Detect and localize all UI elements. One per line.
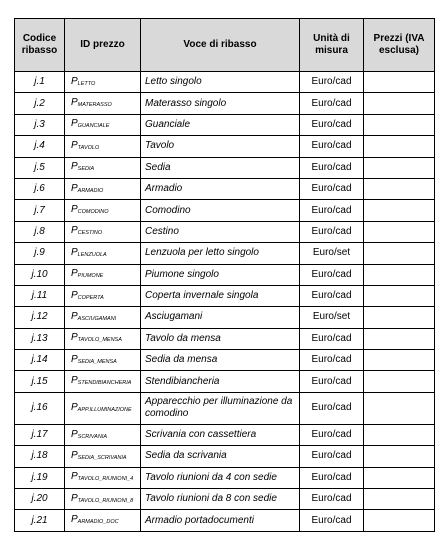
- id-subscript: ARMADIO: [77, 187, 104, 194]
- row-code: j.19: [15, 467, 65, 488]
- row-code: j.11: [15, 285, 65, 306]
- table-row: [15, 510, 435, 531]
- row-voce: Asciugamani: [141, 307, 300, 328]
- price-table: [14, 18, 435, 532]
- header-id: ID prezzo: [65, 19, 141, 72]
- row-id-prezzo: [65, 307, 141, 328]
- row-id-prezzo: [65, 510, 141, 531]
- row-voce: Tavolo riunioni da 4 con sedie: [141, 467, 300, 488]
- table-row: [15, 200, 435, 221]
- row-unita: Euro/cad: [300, 446, 364, 467]
- row-unita: Euro/cad: [300, 221, 364, 242]
- row-id-prezzo: [65, 285, 141, 306]
- row-code: j.10: [15, 264, 65, 285]
- row-voce: Lenzuola per letto singolo: [141, 243, 300, 264]
- row-prezzo[interactable]: [364, 371, 435, 392]
- id-subscript: LENZUOLA: [77, 251, 107, 258]
- header-codice: Codice ribasso: [15, 19, 65, 72]
- table-row: [15, 285, 435, 306]
- table-row: [15, 307, 435, 328]
- row-code: j.18: [15, 446, 65, 467]
- row-code: j.9: [15, 243, 65, 264]
- row-code: j.1: [15, 72, 65, 93]
- row-code: j.2: [15, 93, 65, 114]
- row-unita: Euro/cad: [300, 510, 364, 531]
- row-id-prezzo: [65, 392, 141, 424]
- row-voce: Tavolo: [141, 136, 300, 157]
- row-prezzo[interactable]: [364, 489, 435, 510]
- row-voce: Cestino: [141, 221, 300, 242]
- row-id-prezzo: [65, 467, 141, 488]
- row-voce: Piumone singolo: [141, 264, 300, 285]
- id-subscript: CESTINO: [77, 230, 103, 237]
- id-prefix: P: [71, 161, 78, 173]
- table-row: [15, 221, 435, 242]
- id-prefix: P: [71, 449, 78, 461]
- row-prezzo[interactable]: [364, 200, 435, 221]
- row-prezzo[interactable]: [364, 446, 435, 467]
- row-id-prezzo: [65, 136, 141, 157]
- row-prezzo[interactable]: [364, 285, 435, 306]
- row-id-prezzo: [65, 489, 141, 510]
- id-prefix: P: [71, 97, 78, 109]
- table-row: [15, 467, 435, 488]
- id-subscript: TAVOLO_RIUNIONI_4: [77, 476, 134, 483]
- row-prezzo[interactable]: [364, 221, 435, 242]
- row-unita: Euro/cad: [300, 328, 364, 349]
- row-prezzo[interactable]: [364, 350, 435, 371]
- row-prezzo[interactable]: [364, 114, 435, 135]
- id-prefix: P: [71, 118, 78, 130]
- row-unita: Euro/cad: [300, 114, 364, 135]
- header-unita: Unità di misura: [300, 19, 364, 72]
- header-voce: Voce di ribasso: [141, 19, 300, 72]
- row-code: j.6: [15, 178, 65, 199]
- row-id-prezzo: [65, 114, 141, 135]
- id-subscript: ASCIUGAMANI: [77, 315, 117, 322]
- header-row: [15, 19, 435, 72]
- id-prefix: P: [71, 204, 78, 216]
- id-prefix: P: [71, 401, 78, 413]
- row-code: j.16: [15, 392, 65, 424]
- id-prefix: P: [71, 246, 78, 258]
- table-row: [15, 371, 435, 392]
- row-unita: Euro/cad: [300, 285, 364, 306]
- id-subscript: LETTO: [77, 80, 96, 87]
- row-id-prezzo: [65, 371, 141, 392]
- row-voce: Tavolo riunioni da 8 con sedie: [141, 489, 300, 510]
- row-code: j.3: [15, 114, 65, 135]
- row-unita: Euro/cad: [300, 467, 364, 488]
- row-voce: Tavolo da mensa: [141, 328, 300, 349]
- row-unita: Euro/set: [300, 307, 364, 328]
- row-unita: Euro/set: [300, 243, 364, 264]
- row-prezzo[interactable]: [364, 157, 435, 178]
- row-voce: Armadio portadocumenti: [141, 510, 300, 531]
- row-prezzo[interactable]: [364, 424, 435, 445]
- row-id-prezzo: [65, 328, 141, 349]
- id-prefix: P: [71, 310, 78, 322]
- id-prefix: P: [71, 225, 78, 237]
- row-voce: Scrivania con cassettiera: [141, 424, 300, 445]
- id-prefix: P: [71, 353, 78, 365]
- id-prefix: P: [71, 492, 78, 504]
- id-subscript: TAVOLO_RIUNIONI_8: [77, 497, 134, 504]
- id-prefix: P: [71, 514, 78, 526]
- row-unita: Euro/cad: [300, 136, 364, 157]
- id-subscript: TAVOLO: [77, 144, 100, 151]
- row-unita: Euro/cad: [300, 350, 364, 371]
- row-voce: Letto singolo: [141, 72, 300, 93]
- row-voce: Armadio: [141, 178, 300, 199]
- row-voce: Sedia: [141, 157, 300, 178]
- row-id-prezzo: [65, 200, 141, 221]
- row-voce: Guanciale: [141, 114, 300, 135]
- id-subscript: TAVOLO_MENSA: [77, 337, 122, 344]
- table-row: [15, 489, 435, 510]
- row-code: j.14: [15, 350, 65, 371]
- row-unita: Euro/cad: [300, 371, 364, 392]
- row-prezzo[interactable]: [364, 93, 435, 114]
- row-voce: Coperta invernale singola: [141, 285, 300, 306]
- table-row: [15, 264, 435, 285]
- row-code: j.12: [15, 307, 65, 328]
- id-prefix: P: [71, 75, 78, 87]
- row-id-prezzo: [65, 157, 141, 178]
- row-prezzo[interactable]: [364, 178, 435, 199]
- row-unita: Euro/cad: [300, 392, 364, 424]
- row-unita: Euro/cad: [300, 200, 364, 221]
- id-subscript: COPERTA: [77, 294, 104, 301]
- row-code: j.4: [15, 136, 65, 157]
- header-prezzi: Prezzi (IVA esclusa): [364, 19, 435, 72]
- table-row: [15, 243, 435, 264]
- table-row: [15, 178, 435, 199]
- row-prezzo[interactable]: [364, 136, 435, 157]
- id-prefix: P: [71, 182, 78, 194]
- row-code: j.5: [15, 157, 65, 178]
- id-subscript: APP.ILLUMINAZIONE: [77, 406, 132, 413]
- row-voce: Stendibiancheria: [141, 371, 300, 392]
- id-subscript: SEDIA_SCRIVANIA: [77, 454, 127, 461]
- row-code: j.15: [15, 371, 65, 392]
- id-subscript: MATERASSO: [77, 102, 112, 109]
- row-prezzo[interactable]: [364, 392, 435, 424]
- table-row: [15, 72, 435, 93]
- row-code: j.21: [15, 510, 65, 531]
- row-id-prezzo: [65, 446, 141, 467]
- row-id-prezzo: [65, 93, 141, 114]
- table-row: [15, 392, 435, 424]
- row-unita: Euro/cad: [300, 264, 364, 285]
- id-prefix: P: [71, 471, 78, 483]
- table-row: [15, 157, 435, 178]
- row-id-prezzo: [65, 264, 141, 285]
- row-code: j.8: [15, 221, 65, 242]
- row-code: j.20: [15, 489, 65, 510]
- row-prezzo[interactable]: [364, 264, 435, 285]
- id-prefix: P: [71, 289, 78, 301]
- row-voce: Comodino: [141, 200, 300, 221]
- id-subscript: COMODINO: [77, 209, 109, 216]
- row-prezzo[interactable]: [364, 510, 435, 531]
- row-id-prezzo: [65, 243, 141, 264]
- row-prezzo[interactable]: [364, 243, 435, 264]
- row-code: j.13: [15, 328, 65, 349]
- table-row: [15, 114, 435, 135]
- id-prefix: P: [71, 375, 78, 387]
- table-row: [15, 93, 435, 114]
- id-subscript: SEDIA_MENSA: [77, 358, 117, 365]
- row-prezzo[interactable]: [364, 328, 435, 349]
- row-id-prezzo: [65, 221, 141, 242]
- row-prezzo[interactable]: [364, 467, 435, 488]
- table-row: [15, 446, 435, 467]
- row-unita: Euro/cad: [300, 424, 364, 445]
- row-unita: Euro/cad: [300, 489, 364, 510]
- table-row: [15, 424, 435, 445]
- row-voce: Apparecchio per illuminazione da comodino: [141, 392, 300, 424]
- id-subscript: STENDIBIANCHERIA: [77, 380, 132, 387]
- id-prefix: P: [71, 268, 78, 280]
- row-voce: Sedia da scrivania: [141, 446, 300, 467]
- table-row: [15, 350, 435, 371]
- row-prezzo[interactable]: [364, 72, 435, 93]
- id-subscript: GUANCIALE: [77, 123, 110, 130]
- id-subscript: SCRIVANIA: [77, 433, 108, 440]
- id-prefix: P: [71, 139, 78, 151]
- row-code: j.17: [15, 424, 65, 445]
- row-unita: Euro/cad: [300, 93, 364, 114]
- row-id-prezzo: [65, 72, 141, 93]
- id-subscript: ARMADIO_DOC: [77, 519, 119, 526]
- row-id-prezzo: [65, 350, 141, 371]
- row-code: j.7: [15, 200, 65, 221]
- row-id-prezzo: [65, 424, 141, 445]
- id-prefix: P: [71, 332, 78, 344]
- row-unita: Euro/cad: [300, 178, 364, 199]
- row-prezzo[interactable]: [364, 307, 435, 328]
- row-voce: Materasso singolo: [141, 93, 300, 114]
- table-row: [15, 136, 435, 157]
- row-voce: Sedia da mensa: [141, 350, 300, 371]
- table-row: [15, 328, 435, 349]
- row-unita: Euro/cad: [300, 157, 364, 178]
- id-subscript: SEDIA: [77, 166, 95, 173]
- row-unita: Euro/cad: [300, 72, 364, 93]
- id-prefix: P: [71, 428, 78, 440]
- id-subscript: PIUMONE: [77, 273, 104, 280]
- row-id-prezzo: [65, 178, 141, 199]
